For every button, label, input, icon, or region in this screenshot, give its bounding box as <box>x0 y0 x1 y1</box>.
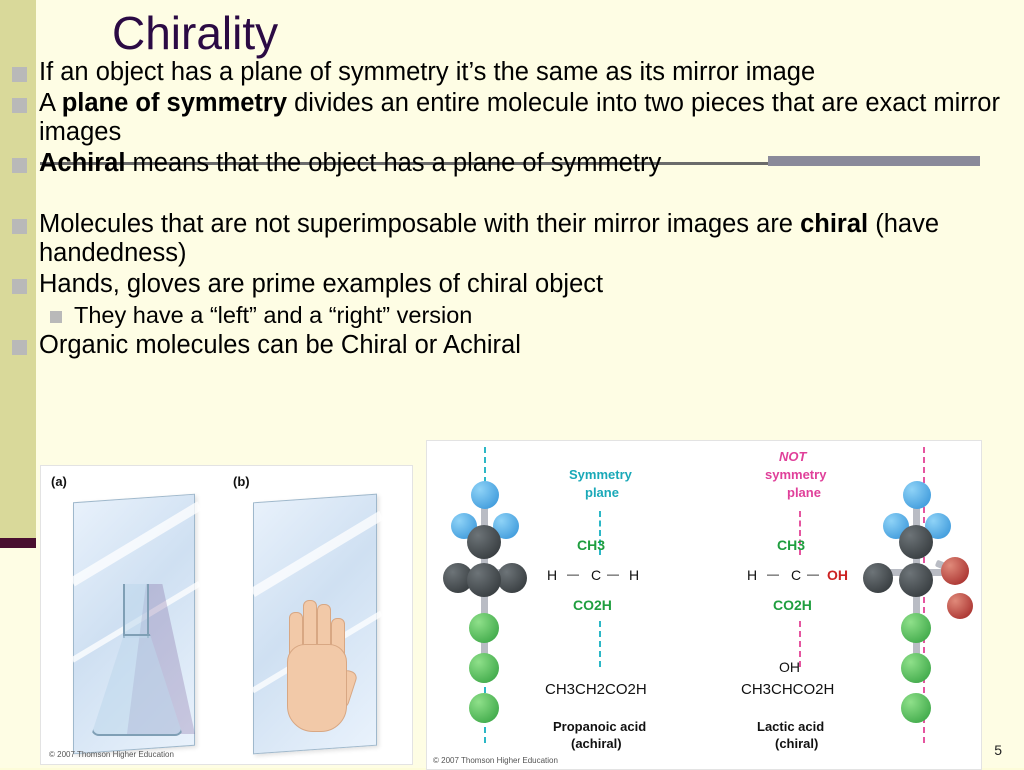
bullet-marker-sub-icon <box>50 311 62 323</box>
left-decoration-bottom <box>0 548 36 768</box>
list-item <box>12 210 1017 268</box>
page-number: 5 <box>994 742 1002 758</box>
formula-oh-top: OH <box>779 659 800 675</box>
figure-molecules <box>426 440 982 770</box>
bullet-text: They have a “left” and a “right” version <box>74 302 473 328</box>
atom-hydrogen <box>471 481 499 509</box>
bond-dash-right: — <box>807 567 819 581</box>
list-item <box>12 149 1017 178</box>
atom-oxygen <box>469 693 499 723</box>
atom-oxygen-red <box>947 593 973 619</box>
structure-bottom-group: CO2H <box>573 597 612 613</box>
bullet-text: If an object has a plane of symmetry it’s the same as its mirror image <box>39 58 816 86</box>
bullet-marker-icon <box>12 219 27 234</box>
structure-right-h: H <box>629 567 640 583</box>
atom-oxygen <box>901 693 931 723</box>
formula-lactic: CH3CHCO2H <box>741 681 835 698</box>
bullet-marker-icon <box>12 67 27 82</box>
atom-carbon <box>497 563 527 593</box>
atom-carbon <box>467 525 501 559</box>
not-symmetry-caption-line1: symmetry <box>765 467 827 482</box>
left-decoration-accent <box>0 538 36 548</box>
atom-carbon <box>899 563 933 597</box>
list-item <box>12 331 1017 360</box>
molecule-name-line1: Propanoic acid <box>553 719 647 734</box>
atom-carbon <box>899 525 933 559</box>
molecule-name-line2: (achiral) <box>571 736 622 751</box>
atom-oxygen <box>469 653 499 683</box>
symmetry-plane-caption-line1: Symmetry <box>569 467 632 482</box>
list-item <box>12 58 1017 87</box>
bullet-text: Achiral means that the object has a plane of symmetry <box>39 149 662 177</box>
bullet-list <box>12 58 1017 362</box>
bullet-marker-icon <box>12 279 27 294</box>
atom-carbon <box>863 563 893 593</box>
figure-label-a: (a) <box>51 474 67 489</box>
structure-center-c: C <box>791 567 802 583</box>
symmetry-plane-dash-lower <box>599 621 601 667</box>
figure-mirror-objects <box>40 465 413 765</box>
structure-right-group: OH <box>827 567 848 583</box>
list-item-sub <box>12 301 1017 329</box>
atom-oxygen <box>901 613 931 643</box>
atom-oxygen <box>469 613 499 643</box>
bullet-marker-icon <box>12 340 27 355</box>
list-item <box>12 89 1017 147</box>
atom-oxygen-red <box>941 557 969 585</box>
molecule-name-line2: (chiral) <box>775 736 819 751</box>
atom-hydrogen <box>903 481 931 509</box>
structure-top-group: CH3 <box>577 537 606 553</box>
figure-credit: © 2007 Thomson Higher Education <box>49 750 174 759</box>
bullet-text: Hands, gloves are prime examples of chiral object <box>39 270 604 298</box>
bullet-marker-icon <box>12 158 27 173</box>
flask-icon <box>87 584 183 734</box>
atom-oxygen <box>901 653 931 683</box>
spacer <box>12 180 1017 210</box>
not-symmetry-caption-line0: NOT <box>779 449 807 464</box>
formula-propanoic: CH3CH2CO2H <box>545 681 647 698</box>
bond-dash-left: — <box>767 567 779 581</box>
atom-carbon <box>467 563 501 597</box>
symmetry-plane-caption-line2: plane <box>585 485 619 500</box>
bond-dash-left: — <box>567 567 579 581</box>
not-symmetry-caption-line2: plane <box>787 485 821 500</box>
figure-label-b: (b) <box>233 474 250 489</box>
structure-center-c: C <box>591 567 602 583</box>
structure-top-group: CH3 <box>777 537 806 553</box>
structure-left-h: H <box>747 567 758 583</box>
structure-left-h: H <box>547 567 558 583</box>
structure-bottom-group: CO2H <box>773 597 812 613</box>
bullet-text: A plane of symmetry divides an entire molecule into two pieces that are exact mirror images <box>39 89 1000 146</box>
hand-icon <box>279 586 353 734</box>
molecule-name-line1: Lactic acid <box>757 719 825 734</box>
figure-credit: © 2007 Thomson Higher Education <box>433 756 558 765</box>
page-title: Chirality <box>112 7 279 59</box>
bullet-text: Organic molecules can be Chiral or Achiral <box>39 331 521 359</box>
bullet-text: Molecules that are not superimposable with their mirror images are chiral (have handedness) <box>39 210 939 267</box>
list-item <box>12 270 1017 299</box>
bullet-marker-icon <box>12 98 27 113</box>
bond-dash-right: — <box>607 567 619 581</box>
